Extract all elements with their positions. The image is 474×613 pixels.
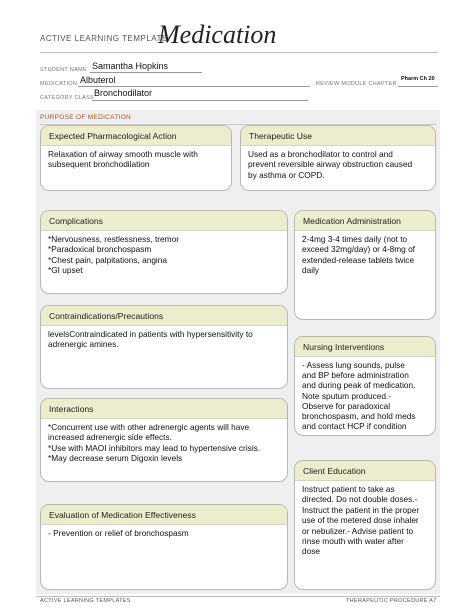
client-education-title: Client Education — [295, 461, 435, 481]
therapeutic-use-card — [240, 125, 436, 191]
contraindications-card — [40, 305, 288, 389]
nursing-interventions-card — [294, 336, 436, 436]
expected-action-text[interactable]: Relaxation of airway smooth muscle with subsequent bronchodilation — [48, 149, 198, 170]
review-module-label: REVIEW MODULE CHAPTER — [316, 81, 397, 87]
interactions-card — [40, 398, 288, 482]
expected-action-title: Expected Pharmacological Action — [41, 126, 231, 146]
footer-left-text: ACTIVE LEARNING TEMPLATES — [40, 598, 131, 604]
medication-underline — [78, 86, 310, 87]
header-divider — [40, 52, 438, 53]
contraindications-text[interactable]: levelsContraindicated in patients with hypersensitivity to adrenergic amines. — [48, 329, 253, 350]
medication-administration-card — [294, 210, 436, 320]
review-module-underline — [398, 86, 438, 87]
student-name-underline — [90, 72, 202, 73]
client-education-card — [294, 460, 436, 590]
nursing-interventions-title: Nursing Interventions — [295, 337, 435, 357]
review-module-field[interactable]: Pharm Ch 20 — [401, 76, 435, 82]
evaluation-card — [40, 504, 288, 590]
medication-administration-text[interactable]: 2-4mg 3-4 times daily (not to exceed 32mg/day) or 4-8mg of extended-release tablets twice daily — [302, 234, 415, 276]
interactions-title: Interactions — [41, 399, 287, 419]
evaluation-title: Evaluation of Medication Effectiveness — [41, 505, 287, 525]
complications-card — [40, 210, 288, 294]
contraindications-title: Contraindications/Precautions — [41, 306, 287, 326]
template-kicker: ACTIVE LEARNING TEMPLATE: — [40, 34, 171, 43]
medication-field[interactable]: Albuterol — [80, 75, 116, 85]
footer-right-text: THERAPEUTIC PROCEDURE A7 — [346, 598, 437, 604]
purpose-heading: PURPOSE OF MEDICATION — [40, 114, 132, 121]
evaluation-text[interactable]: - Prevention or relief of bronchospasm — [48, 528, 189, 538]
expected-action-card — [40, 125, 232, 191]
interactions-text[interactable]: *Concurrent use with other adrenergic agents will have increased adrenergic side effects. *Use with MAOI inhibitors may lead to hypertensive crisis. *May decrease serum Digoxin levels — [48, 422, 261, 464]
therapeutic-use-text[interactable]: Used as a bronchodilator to control and prevent reversible airway obstruction caused by asthma or COPD. — [248, 149, 413, 180]
category-class-field[interactable]: Bronchodilator — [94, 88, 153, 98]
client-education-text[interactable]: Instruct patient to take as directed. Do not double doses.- Instruct the patient in the proper use of the metered dose inhaler or nebulizer.- Advise patient to rinse mouth with water after dose — [302, 484, 420, 557]
medication-label: MEDICATION — [40, 81, 78, 87]
complications-title: Complications — [41, 211, 287, 231]
footer-divider — [36, 596, 440, 597]
medication-administration-title: Medication Administration — [295, 211, 435, 231]
category-class-label: CATEGORY CLASS — [40, 95, 95, 101]
therapeutic-use-title: Therapeutic Use — [241, 126, 435, 146]
nursing-interventions-text[interactable]: - Assess lung sounds, pulse and BP before administration and during peak of medication. Note sputum produced.- Observe for paradoxical bronchospasm, and hold meds and contact HCP if condition — [302, 360, 416, 432]
page-title: Medication — [158, 20, 277, 49]
student-name-label: STUDENT NAME — [40, 67, 87, 73]
category-class-underline — [92, 100, 308, 101]
student-name-field[interactable]: Samantha Hopkins — [92, 61, 169, 71]
complications-text[interactable]: *Nervousness, restlessness, tremor *Paradoxical bronchospasm *Chest pain, palpitations, angina *GI upset — [48, 234, 179, 276]
